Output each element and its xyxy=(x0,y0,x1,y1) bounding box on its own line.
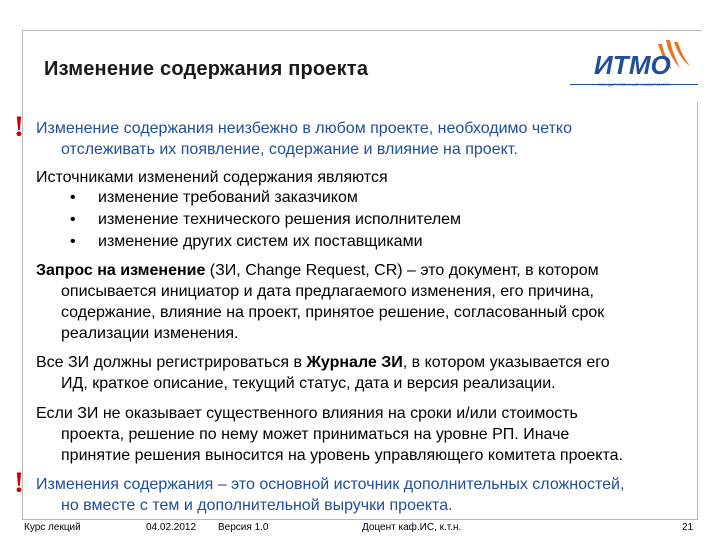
p1-line1: Изменение содержания неизбежно в любом проекте, необходимо четко xyxy=(36,120,572,137)
logo-text: ИТМО xyxy=(594,50,671,80)
footer-date: 04.02.2012 xyxy=(146,522,197,533)
footer-version: Версия 1.0 xyxy=(218,522,269,533)
itmo-logo xyxy=(588,38,700,90)
p3-line2: описывается инициатор и дата предлагаемого изменения, его причина, xyxy=(61,283,594,300)
p4-line1-rest: , в котором указывается его xyxy=(402,354,610,371)
paragraph-decision xyxy=(36,403,696,466)
p5-line1: Если ЗИ не оказывает существенного влияния на сроки и/или стоимость xyxy=(36,405,578,422)
p1-line2: отслеживать их появление, содержание и влияние на проект. xyxy=(61,141,518,158)
p3-line1: (ЗИ, Change Request, CR) – это документ, в котором xyxy=(205,262,599,279)
footer-author: Доцент каф.ИС, к.т.н. xyxy=(362,522,462,533)
p4-start: Все ЗИ должны регистрироваться в xyxy=(36,354,307,371)
p5-line3: принятие решения выносится на уровень управляющего комитета проекта. xyxy=(61,447,623,464)
paragraph-sources-intro: Источниками изменений содержания являются xyxy=(36,169,388,186)
exclamation-icon: ! xyxy=(14,110,24,143)
slide-title: Изменение содержания проекта xyxy=(44,58,369,80)
sources-list xyxy=(70,187,461,253)
list-item: • изменение требований заказчиком xyxy=(70,187,461,209)
p6-line1: Изменения содержания – это основной источник дополнительных сложностей, xyxy=(36,476,625,493)
p3-line4: реализации изменения. xyxy=(61,325,239,342)
exclamation-icon: ! xyxy=(14,466,24,499)
paragraph-complexity xyxy=(36,474,696,516)
p3-line3: содержание, влияние на проект, принятое решение, согласованный срок xyxy=(61,304,605,321)
p3-bold-term: Запрос на изменение xyxy=(36,262,206,279)
paragraph-scope-change xyxy=(36,118,696,160)
list-item: • изменение других систем их поставщиками xyxy=(70,231,461,253)
list-item: • изменение технического решения исполнителем xyxy=(70,209,461,231)
p4-bold-term: Журнале ЗИ xyxy=(306,354,403,371)
paragraph-registry xyxy=(36,352,696,394)
footer-course: Курс лекций xyxy=(24,522,81,533)
logo-subtitle: ГОСУДАРСТВЕННЫЙ УНИВЕРСИТЕТ xyxy=(598,82,670,87)
p4-line2: ИД, краткое описание, текущий статус, дата и версия реализации. xyxy=(61,375,556,392)
paragraph-change-request xyxy=(36,260,696,344)
p6-line2: но вместе с тем и дополнительной выручки проекта. xyxy=(61,497,453,514)
page-number: 21 xyxy=(682,522,694,533)
p5-line2: проекта, решение по нему может приниматься на уровне РП. Иначе xyxy=(61,426,570,443)
